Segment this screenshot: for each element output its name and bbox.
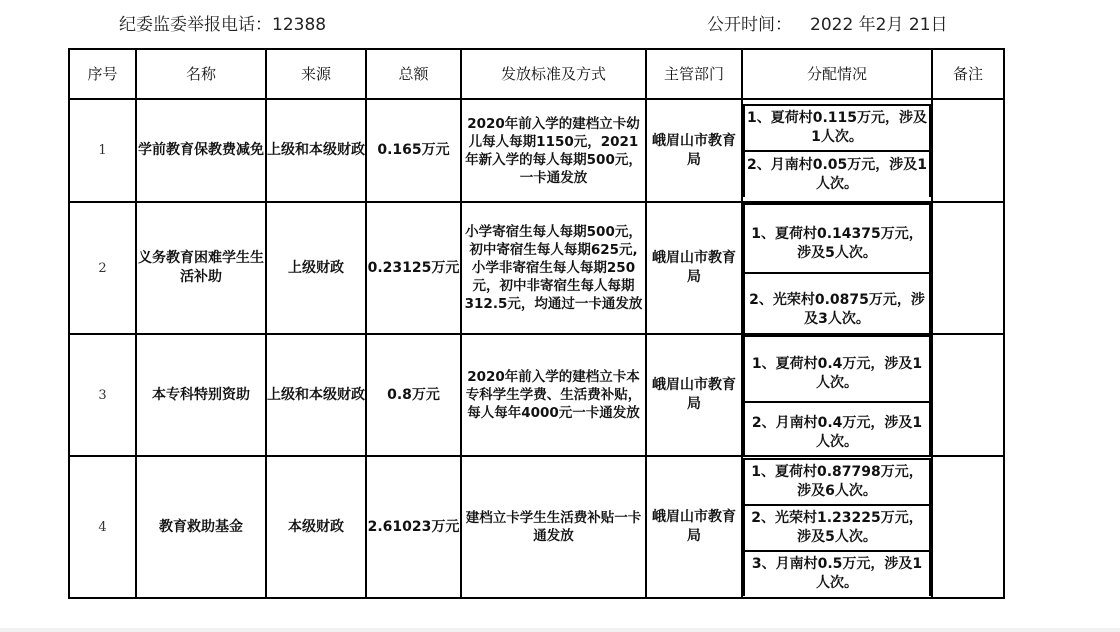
row-no: 4 [69, 456, 136, 598]
row-name: 本专科特别资助 [136, 334, 266, 456]
row-total: 0.165万元 [366, 99, 461, 202]
publish-date-line [707, 10, 948, 35]
row-standard: 建档立卡学生生活费补贴一卡通发放 [461, 456, 646, 598]
row-source: 上级和本级财政 [266, 99, 366, 202]
allocation-item: 2、光荣村1.23225万元，涉及5人次。 [744, 505, 930, 551]
row-remark [932, 456, 1004, 598]
row-source: 上级和本级财政 [266, 334, 366, 456]
row-name: 教育救助基金 [136, 456, 266, 598]
col-header-total: 总额 [366, 49, 461, 99]
row-remark [932, 334, 1004, 456]
row-dept: 峨眉山市教育局 [646, 202, 742, 334]
table-row [69, 202, 1004, 334]
subsidy-table [68, 48, 1005, 599]
publish-label: 公开时间： [707, 15, 792, 35]
row-dept: 峨眉山市教育局 [646, 99, 742, 202]
row-allocation [742, 456, 932, 598]
row-no: 3 [69, 334, 136, 456]
row-name: 义务教育困难学生生活补助 [136, 202, 266, 334]
row-remark [932, 202, 1004, 334]
row-standard: 小学寄宿生每人每期500元，初中寄宿生每人每期625元,小学非寄宿生每人每期250元，初中非寄宿生每人每期312.5元，均通过一卡通发放 [461, 202, 646, 334]
row-name: 学前教育保教费减免 [136, 99, 266, 202]
col-header-source: 来源 [266, 49, 366, 99]
allocation-item: 2、月南村0.4万元，涉及1人次。 [744, 402, 930, 455]
row-allocation [742, 99, 932, 202]
report-hotline: 纪委监委举报电话：12388 [119, 15, 327, 35]
table-row [69, 456, 1004, 598]
row-no: 2 [69, 202, 136, 334]
col-header-allocation: 分配情况 [742, 49, 932, 99]
table-row [69, 99, 1004, 202]
row-allocation [742, 202, 932, 334]
row-standard: 2020年前入学的建档立卡本专科学生学费、生活费补贴，每人每年4000元一卡通发放 [461, 334, 646, 456]
table-header-row [69, 49, 1004, 99]
bottom-strip [0, 628, 1120, 632]
row-dept: 峨眉山市教育局 [646, 334, 742, 456]
row-standard: 2020年前入学的建档立卡幼儿每人每期1150元，2021年新入学的每人每期500元，一卡通发放 [461, 99, 646, 202]
row-source: 本级财政 [266, 456, 366, 598]
col-header-remark: 备注 [932, 49, 1004, 99]
table-row [69, 334, 1004, 456]
row-no: 1 [69, 99, 136, 202]
row-dept: 峨眉山市教育局 [646, 456, 742, 598]
row-total: 2.61023万元 [366, 456, 461, 598]
row-remark [932, 99, 1004, 202]
allocation-item: 1、夏荷村0.14375万元，涉及5人次。 [744, 204, 930, 273]
allocation-item: 2、光荣村0.0875万元，涉及3人次。 [744, 273, 930, 333]
allocation-item: 3、月南村0.5万元，涉及1人次。 [744, 551, 930, 596]
allocation-item: 1、夏荷村0.115万元，涉及1人次。 [744, 105, 930, 151]
col-header-dept: 主管部门 [646, 49, 742, 99]
row-total: 0.8万元 [366, 334, 461, 456]
row-source: 上级财政 [266, 202, 366, 334]
allocation-item: 1、夏荷村0.4万元，涉及1人次。 [744, 336, 930, 402]
allocation-item: 2、月南村0.05万元，涉及1人次。 [744, 151, 930, 197]
allocation-item: 1、夏荷村0.87798万元，涉及6人次。 [744, 459, 930, 505]
row-allocation [742, 334, 932, 456]
col-header-standard: 发放标准及方式 [461, 49, 646, 99]
col-header-name: 名称 [136, 49, 266, 99]
col-header-no: 序号 [69, 49, 136, 99]
row-total: 0.23125万元 [366, 202, 461, 334]
publish-date: 2022 年2月 21日 [810, 15, 948, 35]
